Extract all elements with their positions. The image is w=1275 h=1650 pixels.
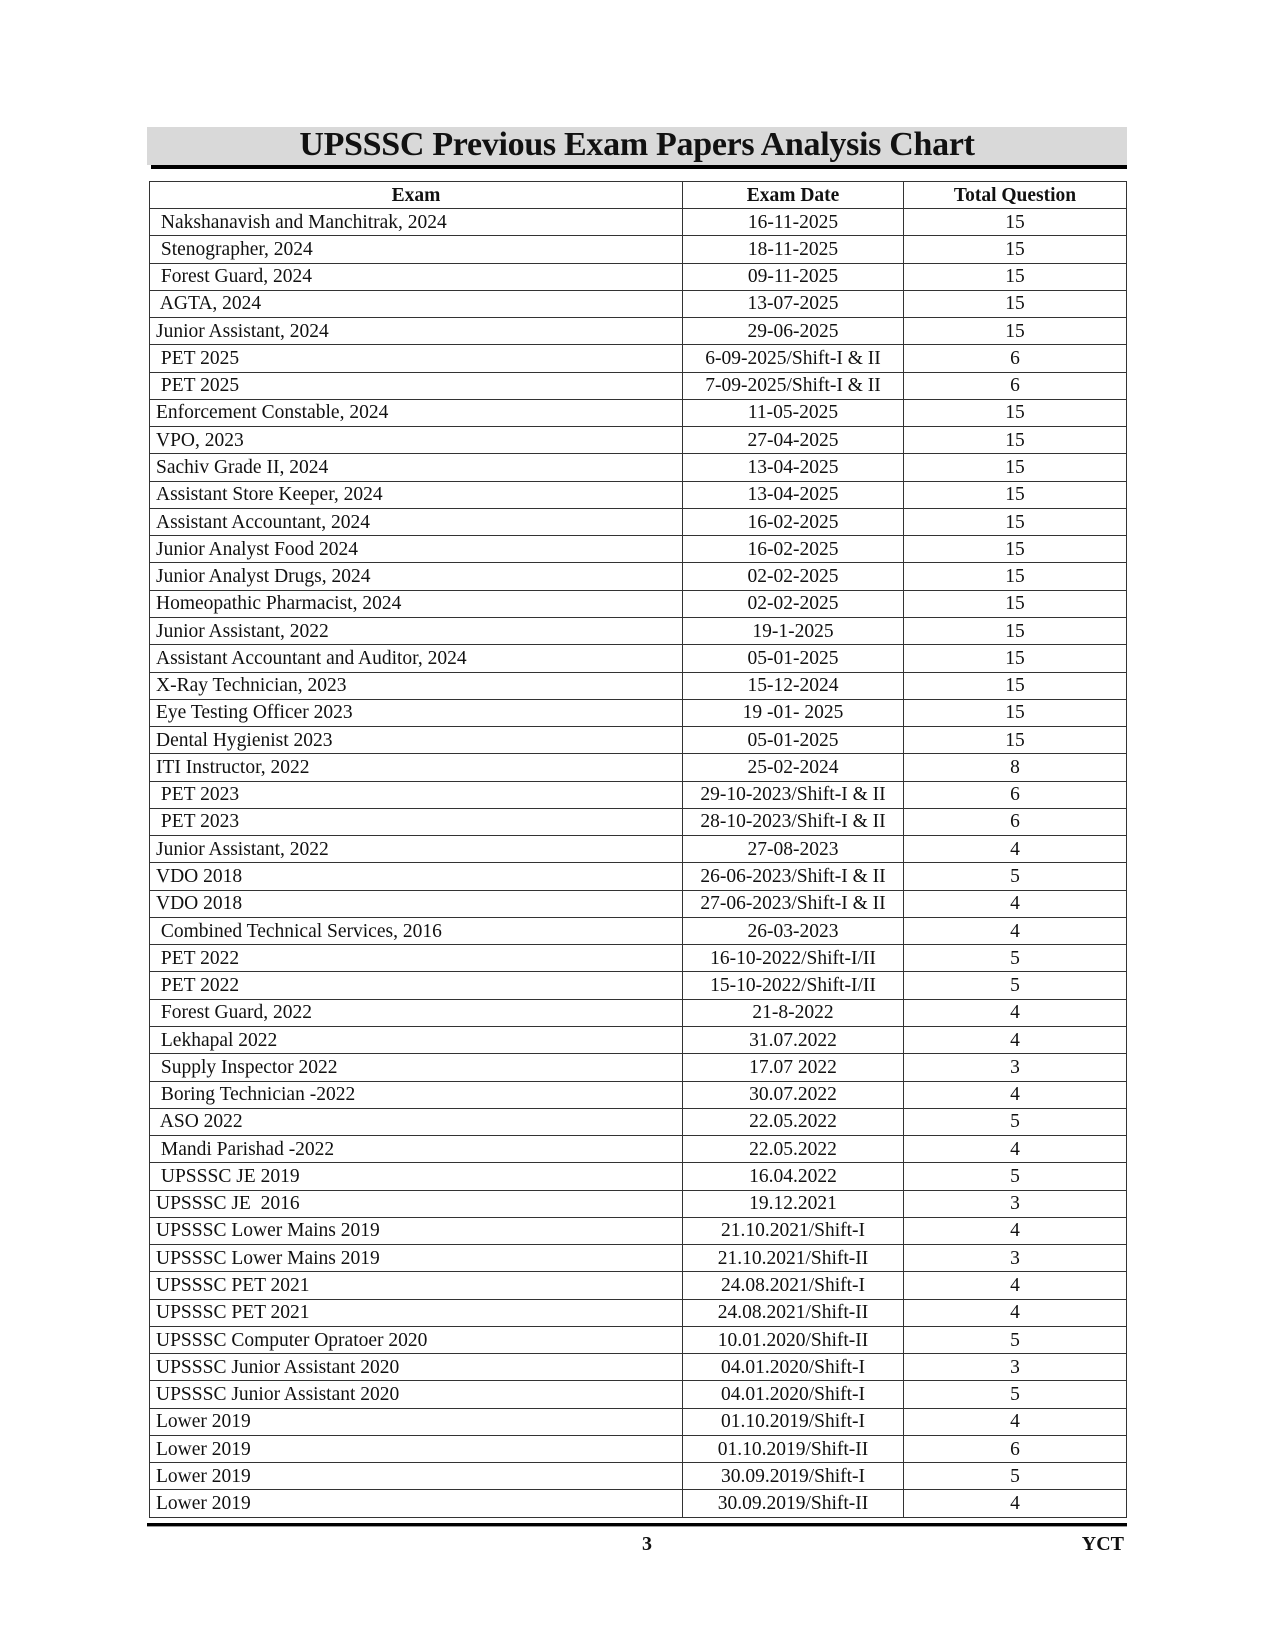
exam-date-cell: 15-12-2024 bbox=[683, 672, 904, 699]
table-row bbox=[150, 754, 1127, 781]
exam-date-cell: 11-05-2025 bbox=[683, 399, 904, 426]
total-question-cell: 4 bbox=[904, 917, 1127, 944]
exam-cell: PET 2022 bbox=[150, 972, 683, 999]
total-question-cell: 4 bbox=[904, 836, 1127, 863]
exam-cell: PET 2025 bbox=[150, 345, 683, 372]
exam-cell: Dental Hygienist 2023 bbox=[150, 727, 683, 754]
table-row bbox=[150, 699, 1127, 726]
exam-cell: Junior Analyst Food 2024 bbox=[150, 536, 683, 563]
exam-date-cell: 26-03-2023 bbox=[683, 917, 904, 944]
total-question-cell: 5 bbox=[904, 1163, 1127, 1190]
exam-cell: Eye Testing Officer 2023 bbox=[150, 699, 683, 726]
total-question-cell: 6 bbox=[904, 808, 1127, 835]
exam-date-cell: 16-02-2025 bbox=[683, 536, 904, 563]
exam-cell: Lower 2019 bbox=[150, 1490, 683, 1517]
total-question-cell: 6 bbox=[904, 781, 1127, 808]
exam-date-cell: 04.01.2020/Shift-I bbox=[683, 1354, 904, 1381]
total-question-cell: 4 bbox=[904, 1490, 1127, 1517]
exam-date-cell: 19-1-2025 bbox=[683, 617, 904, 644]
table-row bbox=[150, 1381, 1127, 1408]
exam-date-cell: 10.01.2020/Shift-II bbox=[683, 1326, 904, 1353]
exam-date-cell: 04.01.2020/Shift-I bbox=[683, 1381, 904, 1408]
total-question-cell: 15 bbox=[904, 672, 1127, 699]
exam-cell: Junior Assistant, 2022 bbox=[150, 836, 683, 863]
exam-date-cell: 01.10.2019/Shift-I bbox=[683, 1408, 904, 1435]
total-question-cell: 3 bbox=[904, 1054, 1127, 1081]
total-question-cell: 15 bbox=[904, 427, 1127, 454]
exam-cell: VPO, 2023 bbox=[150, 427, 683, 454]
exam-cell: Sachiv Grade II, 2024 bbox=[150, 454, 683, 481]
table-row bbox=[150, 399, 1127, 426]
exam-cell: PET 2023 bbox=[150, 808, 683, 835]
total-question-cell: 15 bbox=[904, 209, 1127, 236]
exam-date-cell: 16-11-2025 bbox=[683, 209, 904, 236]
total-question-cell: 4 bbox=[904, 999, 1127, 1026]
exam-cell: Nakshanavish and Manchitrak, 2024 bbox=[150, 209, 683, 236]
exam-cell: PET 2023 bbox=[150, 781, 683, 808]
total-question-cell: 15 bbox=[904, 236, 1127, 263]
exam-cell: UPSSSC Lower Mains 2019 bbox=[150, 1217, 683, 1244]
exam-date-cell: 16.04.2022 bbox=[683, 1163, 904, 1190]
column-header-exam-date: Exam Date bbox=[683, 182, 904, 209]
total-question-cell: 6 bbox=[904, 345, 1127, 372]
total-question-cell: 4 bbox=[904, 1272, 1127, 1299]
table-row bbox=[150, 808, 1127, 835]
table-row bbox=[150, 263, 1127, 290]
exam-date-cell: 21.10.2021/Shift-I bbox=[683, 1217, 904, 1244]
table-row bbox=[150, 1326, 1127, 1353]
total-question-cell: 5 bbox=[904, 1463, 1127, 1490]
total-question-cell: 4 bbox=[904, 890, 1127, 917]
exam-date-cell: 30.09.2019/Shift-I bbox=[683, 1463, 904, 1490]
table-row bbox=[150, 1163, 1127, 1190]
total-question-cell: 4 bbox=[904, 1408, 1127, 1435]
total-question-cell: 15 bbox=[904, 536, 1127, 563]
exam-date-cell: 18-11-2025 bbox=[683, 236, 904, 263]
exam-cell: UPSSSC Junior Assistant 2020 bbox=[150, 1354, 683, 1381]
exam-cell: Lekhapal 2022 bbox=[150, 1026, 683, 1053]
exam-cell: PET 2022 bbox=[150, 945, 683, 972]
exam-date-cell: 02-02-2025 bbox=[683, 590, 904, 617]
total-question-cell: 5 bbox=[904, 972, 1127, 999]
table-row bbox=[150, 427, 1127, 454]
table-row bbox=[150, 727, 1127, 754]
table-row bbox=[150, 617, 1127, 644]
exam-cell: Junior Analyst Drugs, 2024 bbox=[150, 563, 683, 590]
table-row bbox=[150, 781, 1127, 808]
total-question-cell: 5 bbox=[904, 1326, 1127, 1353]
table-row bbox=[150, 999, 1127, 1026]
exam-date-cell: 31.07.2022 bbox=[683, 1026, 904, 1053]
footer-divider-shadow bbox=[147, 1526, 1127, 1527]
exam-cell: Enforcement Constable, 2024 bbox=[150, 399, 683, 426]
total-question-cell: 4 bbox=[904, 1081, 1127, 1108]
exam-date-cell: 24.08.2021/Shift-I bbox=[683, 1272, 904, 1299]
exam-cell: UPSSSC Junior Assistant 2020 bbox=[150, 1381, 683, 1408]
exam-cell: Mandi Parishad -2022 bbox=[150, 1136, 683, 1163]
exam-cell: Lower 2019 bbox=[150, 1408, 683, 1435]
table-row bbox=[150, 972, 1127, 999]
total-question-cell: 15 bbox=[904, 290, 1127, 317]
exam-date-cell: 27-06-2023/Shift-I & II bbox=[683, 890, 904, 917]
table-row bbox=[150, 318, 1127, 345]
exam-cell: PET 2025 bbox=[150, 372, 683, 399]
exam-date-cell: 29-06-2025 bbox=[683, 318, 904, 345]
exam-date-cell: 13-07-2025 bbox=[683, 290, 904, 317]
table-row bbox=[150, 1435, 1127, 1462]
table-row bbox=[150, 454, 1127, 481]
table-row bbox=[150, 836, 1127, 863]
exam-date-cell: 15-10-2022/Shift-I/II bbox=[683, 972, 904, 999]
table-row bbox=[150, 645, 1127, 672]
table-row bbox=[150, 1463, 1127, 1490]
exam-cell: AGTA, 2024 bbox=[150, 290, 683, 317]
table-row bbox=[150, 1245, 1127, 1272]
table-row bbox=[150, 236, 1127, 263]
table-row bbox=[150, 290, 1127, 317]
table-row bbox=[150, 563, 1127, 590]
table-row bbox=[150, 209, 1127, 236]
table-row bbox=[150, 1490, 1127, 1517]
exam-date-cell: 05-01-2025 bbox=[683, 645, 904, 672]
exam-cell: Assistant Accountant and Auditor, 2024 bbox=[150, 645, 683, 672]
total-question-cell: 5 bbox=[904, 1381, 1127, 1408]
exam-date-cell: 05-01-2025 bbox=[683, 727, 904, 754]
exam-cell: VDO 2018 bbox=[150, 890, 683, 917]
table-row bbox=[150, 1136, 1127, 1163]
exam-cell: Homeopathic Pharmacist, 2024 bbox=[150, 590, 683, 617]
table-row bbox=[150, 1299, 1127, 1326]
exam-cell: Lower 2019 bbox=[150, 1463, 683, 1490]
exam-cell: UPSSSC PET 2021 bbox=[150, 1272, 683, 1299]
total-question-cell: 4 bbox=[904, 1217, 1127, 1244]
exam-date-cell: 01.10.2019/Shift-II bbox=[683, 1435, 904, 1462]
title-underline-divider bbox=[151, 165, 1127, 169]
exam-cell: UPSSSC Computer Opratoer 2020 bbox=[150, 1326, 683, 1353]
table-row bbox=[150, 481, 1127, 508]
exam-cell: Stenographer, 2024 bbox=[150, 236, 683, 263]
exam-date-cell: 7-09-2025/Shift-I & II bbox=[683, 372, 904, 399]
exam-date-cell: 16-10-2022/Shift-I/II bbox=[683, 945, 904, 972]
total-question-cell: 8 bbox=[904, 754, 1127, 781]
exam-date-cell: 24.08.2021/Shift-II bbox=[683, 1299, 904, 1326]
table-row bbox=[150, 1190, 1127, 1217]
exam-date-cell: 30.09.2019/Shift-II bbox=[683, 1490, 904, 1517]
exam-date-cell: 02-02-2025 bbox=[683, 563, 904, 590]
exam-cell: Supply Inspector 2022 bbox=[150, 1054, 683, 1081]
exam-date-cell: 27-04-2025 bbox=[683, 427, 904, 454]
exam-date-cell: 13-04-2025 bbox=[683, 481, 904, 508]
exam-date-cell: 21.10.2021/Shift-II bbox=[683, 1245, 904, 1272]
table-row bbox=[150, 345, 1127, 372]
total-question-cell: 3 bbox=[904, 1354, 1127, 1381]
total-question-cell: 5 bbox=[904, 1108, 1127, 1135]
total-question-cell: 15 bbox=[904, 508, 1127, 535]
table-row bbox=[150, 1026, 1127, 1053]
total-question-cell: 5 bbox=[904, 863, 1127, 890]
total-question-cell: 15 bbox=[904, 617, 1127, 644]
exam-cell: Junior Assistant, 2022 bbox=[150, 617, 683, 644]
exam-date-cell: 19.12.2021 bbox=[683, 1190, 904, 1217]
exam-cell: UPSSSC JE 2016 bbox=[150, 1190, 683, 1217]
exam-date-cell: 22.05.2022 bbox=[683, 1136, 904, 1163]
exam-date-cell: 28-10-2023/Shift-I & II bbox=[683, 808, 904, 835]
exam-date-cell: 22.05.2022 bbox=[683, 1108, 904, 1135]
publisher-brand: YCT bbox=[1081, 1533, 1124, 1555]
total-question-cell: 5 bbox=[904, 945, 1127, 972]
exam-cell: Forest Guard, 2024 bbox=[150, 263, 683, 290]
table-row bbox=[150, 863, 1127, 890]
table-row bbox=[150, 945, 1127, 972]
total-question-cell: 15 bbox=[904, 263, 1127, 290]
page-title: UPSSSC Previous Exam Papers Analysis Chart bbox=[299, 126, 975, 163]
exam-cell: UPSSSC Lower Mains 2019 bbox=[150, 1245, 683, 1272]
exam-cell: Assistant Accountant, 2024 bbox=[150, 508, 683, 535]
table-row bbox=[150, 1272, 1127, 1299]
table-row bbox=[150, 1054, 1127, 1081]
exam-date-cell: 26-06-2023/Shift-I & II bbox=[683, 863, 904, 890]
exam-date-cell: 09-11-2025 bbox=[683, 263, 904, 290]
exam-date-cell: 27-08-2023 bbox=[683, 836, 904, 863]
exam-analysis-table bbox=[149, 181, 1127, 1518]
total-question-cell: 15 bbox=[904, 318, 1127, 345]
total-question-cell: 15 bbox=[904, 727, 1127, 754]
page-number: 3 bbox=[642, 1533, 652, 1555]
table-row bbox=[150, 1408, 1127, 1435]
exam-date-cell: 6-09-2025/Shift-I & II bbox=[683, 345, 904, 372]
exam-cell: UPSSSC JE 2019 bbox=[150, 1163, 683, 1190]
table-row bbox=[150, 536, 1127, 563]
table-row bbox=[150, 590, 1127, 617]
total-question-cell: 15 bbox=[904, 481, 1127, 508]
exam-date-cell: 21-8-2022 bbox=[683, 999, 904, 1026]
table-row bbox=[150, 1354, 1127, 1381]
table-row bbox=[150, 508, 1127, 535]
table-row bbox=[150, 672, 1127, 699]
exam-cell: ITI Instructor, 2022 bbox=[150, 754, 683, 781]
table-row bbox=[150, 917, 1127, 944]
total-question-cell: 15 bbox=[904, 399, 1127, 426]
exam-cell: Junior Assistant, 2024 bbox=[150, 318, 683, 345]
total-question-cell: 3 bbox=[904, 1245, 1127, 1272]
exam-cell: VDO 2018 bbox=[150, 863, 683, 890]
exam-cell: Assistant Store Keeper, 2024 bbox=[150, 481, 683, 508]
total-question-cell: 15 bbox=[904, 699, 1127, 726]
total-question-cell: 6 bbox=[904, 1435, 1127, 1462]
exam-date-cell: 30.07.2022 bbox=[683, 1081, 904, 1108]
table-row bbox=[150, 1108, 1127, 1135]
exam-cell: Lower 2019 bbox=[150, 1435, 683, 1462]
exam-cell: X-Ray Technician, 2023 bbox=[150, 672, 683, 699]
exam-date-cell: 16-02-2025 bbox=[683, 508, 904, 535]
total-question-cell: 4 bbox=[904, 1026, 1127, 1053]
exam-date-cell: 19 -01- 2025 bbox=[683, 699, 904, 726]
column-header-exam: Exam bbox=[150, 182, 683, 209]
total-question-cell: 15 bbox=[904, 645, 1127, 672]
table-row bbox=[150, 1217, 1127, 1244]
table-header-row bbox=[150, 182, 1127, 209]
table-body bbox=[150, 209, 1127, 1518]
total-question-cell: 15 bbox=[904, 454, 1127, 481]
exam-cell: ASO 2022 bbox=[150, 1108, 683, 1135]
exam-date-cell: 25-02-2024 bbox=[683, 754, 904, 781]
exam-cell: Combined Technical Services, 2016 bbox=[150, 917, 683, 944]
total-question-cell: 3 bbox=[904, 1190, 1127, 1217]
table-row bbox=[150, 890, 1127, 917]
exam-cell: UPSSSC PET 2021 bbox=[150, 1299, 683, 1326]
exam-date-cell: 13-04-2025 bbox=[683, 454, 904, 481]
exam-cell: Forest Guard, 2022 bbox=[150, 999, 683, 1026]
total-question-cell: 4 bbox=[904, 1136, 1127, 1163]
total-question-cell: 15 bbox=[904, 563, 1127, 590]
total-question-cell: 4 bbox=[904, 1299, 1127, 1326]
table-row bbox=[150, 372, 1127, 399]
column-header-total-question: Total Question bbox=[904, 182, 1127, 209]
total-question-cell: 15 bbox=[904, 590, 1127, 617]
exam-cell: Boring Technician -2022 bbox=[150, 1081, 683, 1108]
total-question-cell: 6 bbox=[904, 372, 1127, 399]
exam-date-cell: 29-10-2023/Shift-I & II bbox=[683, 781, 904, 808]
exam-date-cell: 17.07 2022 bbox=[683, 1054, 904, 1081]
table-row bbox=[150, 1081, 1127, 1108]
